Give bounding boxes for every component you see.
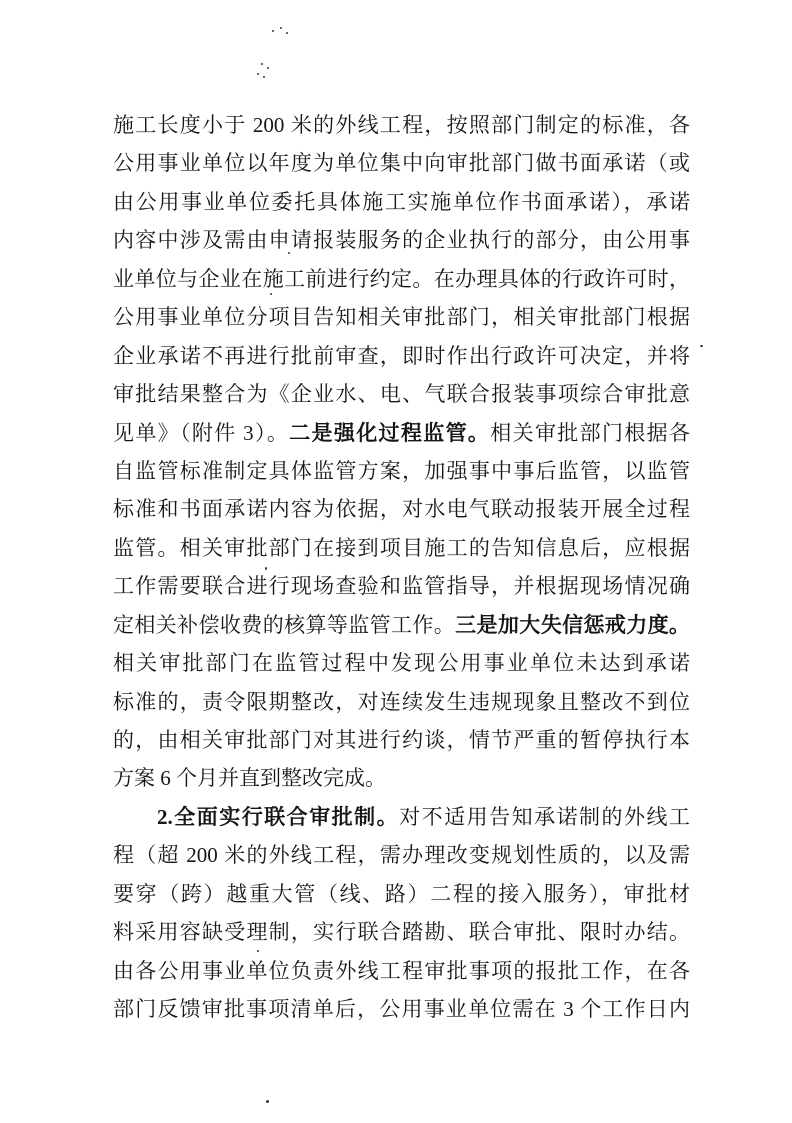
text-line: [113, 144, 690, 182]
scan-artifact: [263, 76, 265, 78]
scan-artifact: [286, 32, 288, 34]
bold-phrase: 2.全面实行联合审批制。: [157, 804, 400, 829]
text-line: [113, 952, 690, 990]
text-segment: 料采用容缺受理制，实行联合踏勘、联合审批、限时办结。: [113, 920, 690, 945]
scan-artifact: [266, 1100, 269, 1103]
scan-artifact: [261, 63, 263, 65]
text-line: [113, 836, 690, 874]
text-line: [113, 875, 690, 913]
text-segment: 公用事业单位以年度为单位集中向审批部门做书面承诺（或: [113, 151, 690, 176]
text-line: [113, 798, 690, 836]
scan-artifact: [270, 293, 272, 295]
text-segment: 施工长度小于 200 米的外线工程，按照部门制定的标准，各: [113, 113, 690, 137]
text-line: [113, 490, 690, 528]
text-segment: 审批结果整合为《企业水、电、气联合报装事项综合审批意: [113, 382, 690, 407]
text-segment: 公用事业单位分项目告知相关审批部门，相关审批部门根据: [113, 305, 690, 330]
text-segment: 内容中涉及需由申请报装服务的企业执行的部分，由公用事: [113, 228, 690, 253]
text-line: [113, 221, 690, 259]
scan-artifact: [265, 567, 267, 570]
text-segment: 见单》（附件 3）。: [113, 420, 290, 445]
text-line: [113, 106, 690, 144]
text-segment: 对不适用告知承诺制的外线工: [399, 804, 691, 829]
text-line: [113, 414, 690, 452]
text-segment: 部门反馈审批事项清单后，公用事业单位需在 3 个工作日内: [113, 997, 690, 1022]
text-segment: 的，由相关审批部门对其进行约谈，情节严重的暂停执行本: [113, 728, 690, 752]
text-segment: 自监管标准制定具体监管方案，加强事中事后监管，以监管: [113, 458, 690, 483]
text-segment: 由公用事业单位委托具体施工实施单位作书面承诺），承诺: [113, 189, 690, 214]
scan-artifact: [267, 67, 269, 69]
text-segment: 相关审批部门在监管过程中发现公用事业单位未达到承诺: [113, 651, 690, 676]
text-segment: 定相关补偿收费的核算等监管工作。: [113, 612, 456, 637]
scan-artifact: [272, 30, 274, 32]
text-line: [113, 606, 690, 644]
text-line: [113, 644, 690, 682]
text-segment: 由各公用事业单位负责外线工程审批事项的报批工作，在各: [113, 958, 690, 983]
text-line: [113, 567, 690, 605]
text-segment: 相关审批部门根据各: [490, 420, 691, 445]
scan-artifact: [257, 950, 259, 952]
text-segment: 要穿（跨）越重大管（线、路）二程的接入服务），审批材: [113, 881, 690, 906]
text-line: [113, 298, 690, 336]
text-line: [113, 529, 690, 567]
text-line: [113, 375, 690, 413]
scan-artifact: [280, 27, 282, 29]
text-segment: 业单位与企业在施工前进行约定。在办理具体的行政许可时，: [113, 266, 690, 291]
text-segment: 方案 6 个月并直到整改完成。: [113, 766, 386, 791]
text-segment: 标准和书面承诺内容为依据，对水电气联动报装开展全过程: [113, 497, 690, 522]
text-line: [113, 990, 690, 1028]
text-line: [113, 260, 690, 298]
scan-artifact: [257, 73, 259, 75]
text-line: [113, 721, 690, 759]
bold-phrase: 二是强化过程监管。: [289, 420, 491, 445]
text-segment: 监管。相关审批部门在接到项目施工的告知信息后，应根据: [113, 535, 690, 560]
text-line: [113, 183, 690, 221]
text-line: [113, 683, 690, 721]
text-segment: 企业承诺不再进行批前审查，即时作出行政许可决定，并将: [113, 343, 690, 368]
text-line: [113, 759, 690, 797]
text-line: [113, 452, 690, 490]
text-line: [113, 337, 690, 375]
text-segment: 工作需要联合进行现场查验和监管指导，并根据现场情况确: [113, 574, 690, 599]
bold-phrase: 三是加大失信惩戒力度。: [455, 612, 691, 637]
text-segment: 标准的，责令限期整改，对连续发生违规现象且整改不到位: [113, 689, 690, 714]
scan-artifact: [700, 345, 703, 347]
document-text-block: [113, 106, 690, 1029]
text-line: [113, 913, 690, 951]
text-segment: 程（超 200 米的外线工程，需办理改变规划性质的，以及需: [113, 843, 690, 868]
scan-artifact: [288, 252, 290, 254]
